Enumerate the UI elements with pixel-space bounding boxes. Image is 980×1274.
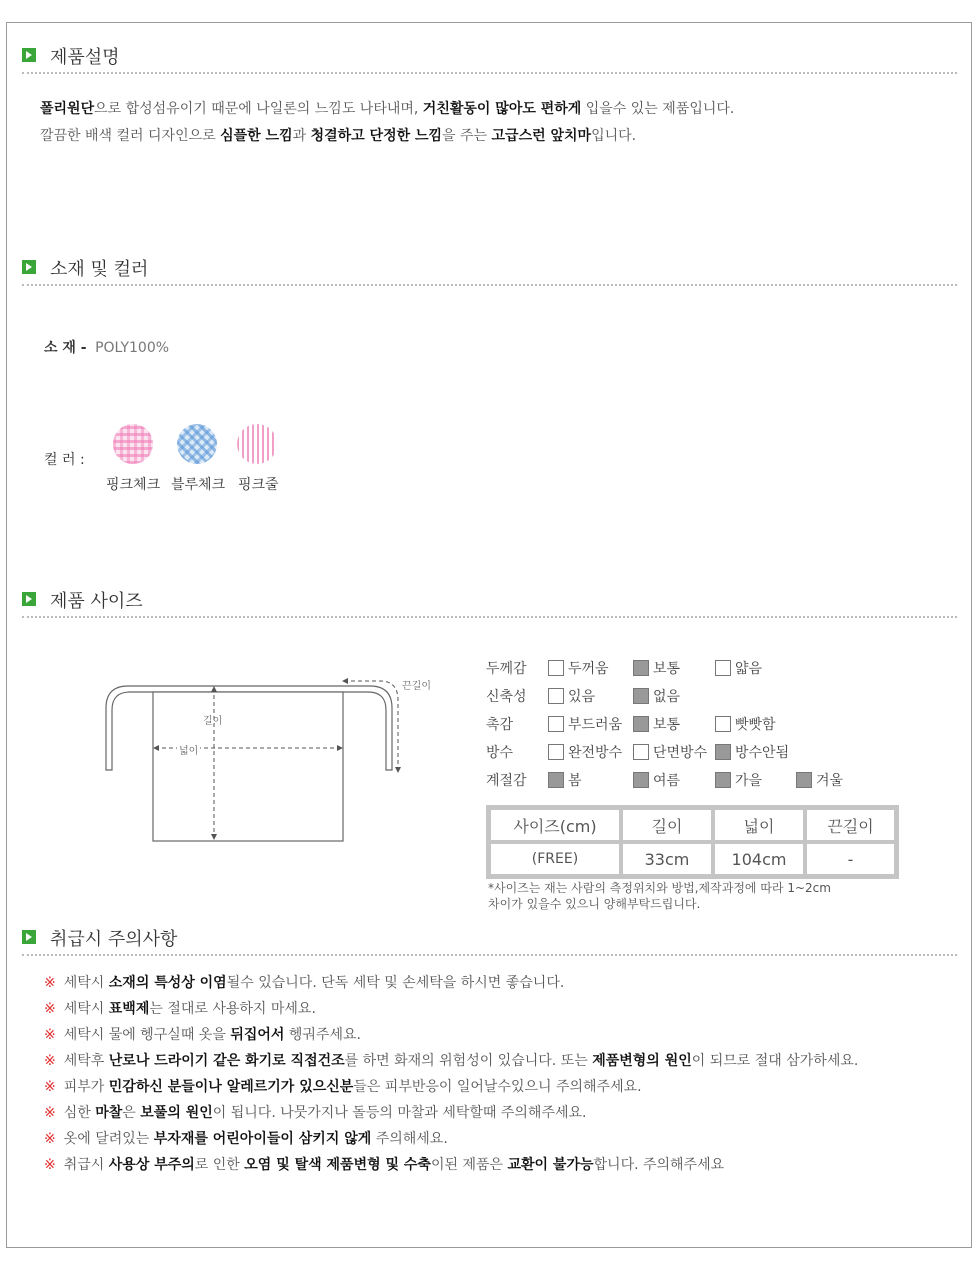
option-label: 가을: [735, 773, 763, 789]
attribute-option: [633, 742, 707, 762]
care-item: [44, 1050, 858, 1070]
attribute-option: [715, 714, 776, 734]
size-table-row: [489, 842, 896, 876]
checkbox-icon: [715, 660, 731, 676]
arrow-bullet-icon: [22, 930, 36, 944]
emphasis-text: 제품변형의 원인: [592, 1053, 692, 1069]
emphasis-text: 오염 및 탈색 제품변형 및 수축: [244, 1157, 431, 1173]
checkbox-icon: [796, 772, 812, 788]
checkbox-icon: [548, 772, 564, 788]
arrow-bullet-icon: [22, 48, 36, 62]
attribute-option: [715, 742, 789, 762]
section-title: 소재 및 컬러: [50, 259, 149, 280]
emphasis-text: 민감하신 분들이나 알레르기가 있으신분: [108, 1079, 354, 1095]
body-text: 주의해세요.: [371, 1131, 448, 1147]
body-text: 이 되므로 절대 삼가하세요.: [691, 1053, 859, 1069]
checkbox-icon: [715, 772, 731, 788]
care-item: [44, 1128, 448, 1148]
emphasis-text: 난로나 드라이기 같은 화기로 직접건조: [108, 1053, 345, 1069]
emphasis-text: 고급스런 앞치마: [491, 128, 592, 144]
attribute-label: 촉감: [486, 717, 514, 733]
checkbox-icon: [633, 660, 649, 676]
section-title: 제품설명: [50, 47, 120, 68]
option-label: 없음: [653, 689, 681, 705]
swatch-pink-stripe: [237, 424, 277, 464]
size-table: [486, 805, 899, 879]
reference-mark-icon: ※: [44, 1079, 56, 1095]
body-text: 깔끔한 배색 컬러 디자인으로: [40, 128, 221, 144]
care-item: [44, 972, 564, 992]
body-text: 세탁시: [63, 1001, 109, 1017]
care-item: [44, 1102, 586, 1122]
reference-mark-icon: ※: [44, 1105, 56, 1121]
body-text: 는 절대로 사용하지 마세요.: [149, 1001, 316, 1017]
option-label: 봄: [568, 773, 582, 789]
checkbox-icon: [548, 716, 564, 732]
body-text: 될수 있습니다. 단독 세탁 및 손세탁을 하시면 좋습니다.: [226, 975, 565, 991]
body-text: 피부가: [63, 1079, 109, 1095]
checkbox-icon: [633, 772, 649, 788]
emphasis-text: 심플한 느낌: [220, 128, 293, 144]
section-header-size: [22, 588, 957, 610]
attribute-option: [633, 770, 680, 790]
body-text: 합니다. 주의해주세요: [593, 1157, 725, 1173]
table-cell: (FREE): [489, 842, 621, 876]
attribute-option: [548, 742, 622, 762]
emphasis-text: 표백제: [108, 1001, 150, 1017]
reference-mark-icon: ※: [44, 1157, 56, 1173]
checkbox-icon: [548, 688, 564, 704]
table-cell: 33cm: [621, 842, 713, 876]
attribute-option: [633, 686, 680, 706]
option-label: 완전방수: [568, 745, 623, 761]
body-text: 를 하면 화재의 위험성이 있습니다. 또는: [344, 1053, 593, 1069]
checkbox-icon: [548, 744, 564, 760]
checkbox-icon: [633, 744, 649, 760]
table-cell: 104cm: [713, 842, 805, 876]
option-label: 두꺼움: [568, 661, 609, 677]
emphasis-text: 사용상 부주의: [108, 1157, 195, 1173]
material-row: [44, 337, 169, 357]
table-header-cell: 길이: [621, 808, 713, 842]
body-text: 으로 합성섬유이기 때문에 나일론의 느낌도 나타내며,: [94, 101, 423, 117]
reference-mark-icon: ※: [44, 1001, 56, 1017]
emphasis-text: 부자재를 어린아이들이 삼키지 않게: [153, 1131, 372, 1147]
body-text: 옷에 달려있는: [63, 1131, 154, 1147]
apron-diagram: [100, 670, 440, 850]
body-text: 이 됩니다. 나뭇가지나 돌등의 마찰과 세탁할때 주의해주세요.: [212, 1105, 587, 1121]
option-label: 단면방수: [653, 745, 708, 761]
arrow-bullet-icon: [22, 592, 36, 606]
option-label: 있음: [568, 689, 596, 705]
description-line-2: [40, 125, 636, 145]
diagram-length-label: 길이: [203, 716, 223, 727]
care-item: [44, 1076, 642, 1096]
care-item: [44, 1024, 361, 1044]
option-label: 얇음: [735, 661, 763, 677]
option-label: 여름: [653, 773, 681, 789]
body-text: 이된 제품은: [430, 1157, 508, 1173]
diagram-width-label: 넓이: [177, 742, 200, 757]
attribute-option: [548, 686, 595, 706]
emphasis-text: 보풀의 원인: [140, 1105, 213, 1121]
section-header-material: [22, 256, 957, 278]
attribute-option: [633, 658, 680, 678]
body-text: 세탁시: [63, 975, 109, 991]
option-label: 부드러움: [568, 717, 623, 733]
option-label: 보통: [653, 661, 681, 677]
divider: [22, 954, 957, 956]
section-title: 취급시 주의사항: [50, 929, 178, 950]
attribute-option: [548, 658, 609, 678]
checkbox-icon: [715, 744, 731, 760]
arrow-bullet-icon: [22, 260, 36, 274]
section-header-description: [22, 44, 957, 66]
care-item: [44, 998, 316, 1018]
emphasis-text: 거친활동이 많아도 편하게: [422, 101, 582, 117]
description-line-1: [40, 98, 734, 118]
attribute-option: [633, 714, 680, 734]
divider: [22, 284, 957, 286]
reference-mark-icon: ※: [44, 1027, 56, 1043]
body-text: 로 인한: [194, 1157, 245, 1173]
checkbox-icon: [715, 716, 731, 732]
attribute-label: 계절감: [486, 773, 527, 789]
checkbox-icon: [633, 688, 649, 704]
divider: [22, 616, 957, 618]
emphasis-text: 소재의 특성상 이염: [108, 975, 227, 991]
diagram-strap-label: 끈길이: [402, 681, 431, 692]
material-value: POLY100%: [95, 340, 170, 356]
table-cell: -: [805, 842, 896, 876]
option-label: 방수안됨: [735, 745, 790, 761]
care-item: [44, 1154, 724, 1174]
reference-mark-icon: ※: [44, 1053, 56, 1069]
divider: [22, 72, 957, 74]
swatch-blue-check: [177, 424, 217, 464]
attribute-label: 두께감: [486, 661, 527, 677]
attribute-label: 방수: [486, 745, 514, 761]
attribute-option: [548, 770, 582, 790]
swatch-label: 핑크줄: [238, 477, 279, 493]
body-text: 심한: [63, 1105, 96, 1121]
material-label: 소 재 -: [44, 340, 87, 356]
option-label: 빳빳함: [735, 717, 776, 733]
body-text: 입을수 있는 제품입니다.: [581, 101, 735, 117]
reference-mark-icon: ※: [44, 975, 56, 991]
size-note-line-1: *사이즈는 재는 사람의 측정위치와 방법,제작과정에 따라 1~2cm: [488, 881, 831, 895]
attribute-label: 신축성: [486, 689, 527, 705]
section-header-care: [22, 926, 957, 948]
body-text: 세탁시 물에 헹구실때 옷을: [63, 1027, 231, 1043]
attribute-option: [796, 770, 843, 790]
swatch-label: 핑크체크: [106, 477, 161, 493]
size-note-line-2: 차이가 있을수 있으니 양해부탁드립니다.: [488, 897, 701, 911]
emphasis-text: 마찰: [95, 1105, 123, 1121]
section-title: 제품 사이즈: [50, 591, 143, 612]
attribute-option: [715, 770, 762, 790]
emphasis-text: 뒤집어서: [230, 1027, 285, 1043]
size-table-header: [489, 808, 896, 842]
checkbox-icon: [633, 716, 649, 732]
body-text: 들은 피부반응이 일어날수있으니 주의해주세요.: [353, 1079, 642, 1095]
emphasis-text: 교환이 불가능: [507, 1157, 594, 1173]
emphasis-text: 폴리원단: [40, 101, 95, 117]
body-text: 은: [122, 1105, 141, 1121]
reference-mark-icon: ※: [44, 1131, 56, 1147]
checkbox-icon: [548, 660, 564, 676]
body-text: 취급시: [63, 1157, 109, 1173]
table-header-cell: 사이즈(cm): [489, 808, 621, 842]
body-text: 헹궈주세요.: [284, 1027, 361, 1043]
swatch-label: 블루체크: [171, 477, 226, 493]
body-text: 입니다.: [591, 128, 637, 144]
option-label: 겨울: [816, 773, 844, 789]
color-label: 컬 러 :: [44, 452, 85, 468]
table-header-cell: 넓이: [713, 808, 805, 842]
attribute-option: [548, 714, 622, 734]
swatch-pink-check: [113, 424, 153, 464]
attribute-option: [715, 658, 762, 678]
body-text: 세탁후: [63, 1053, 109, 1069]
option-label: 보통: [653, 717, 681, 733]
table-header-cell: 끈길이: [805, 808, 896, 842]
body-text: 과: [292, 128, 311, 144]
body-text: 을 주는: [442, 128, 492, 144]
emphasis-text: 청결하고 단정한 느낌: [310, 128, 443, 144]
